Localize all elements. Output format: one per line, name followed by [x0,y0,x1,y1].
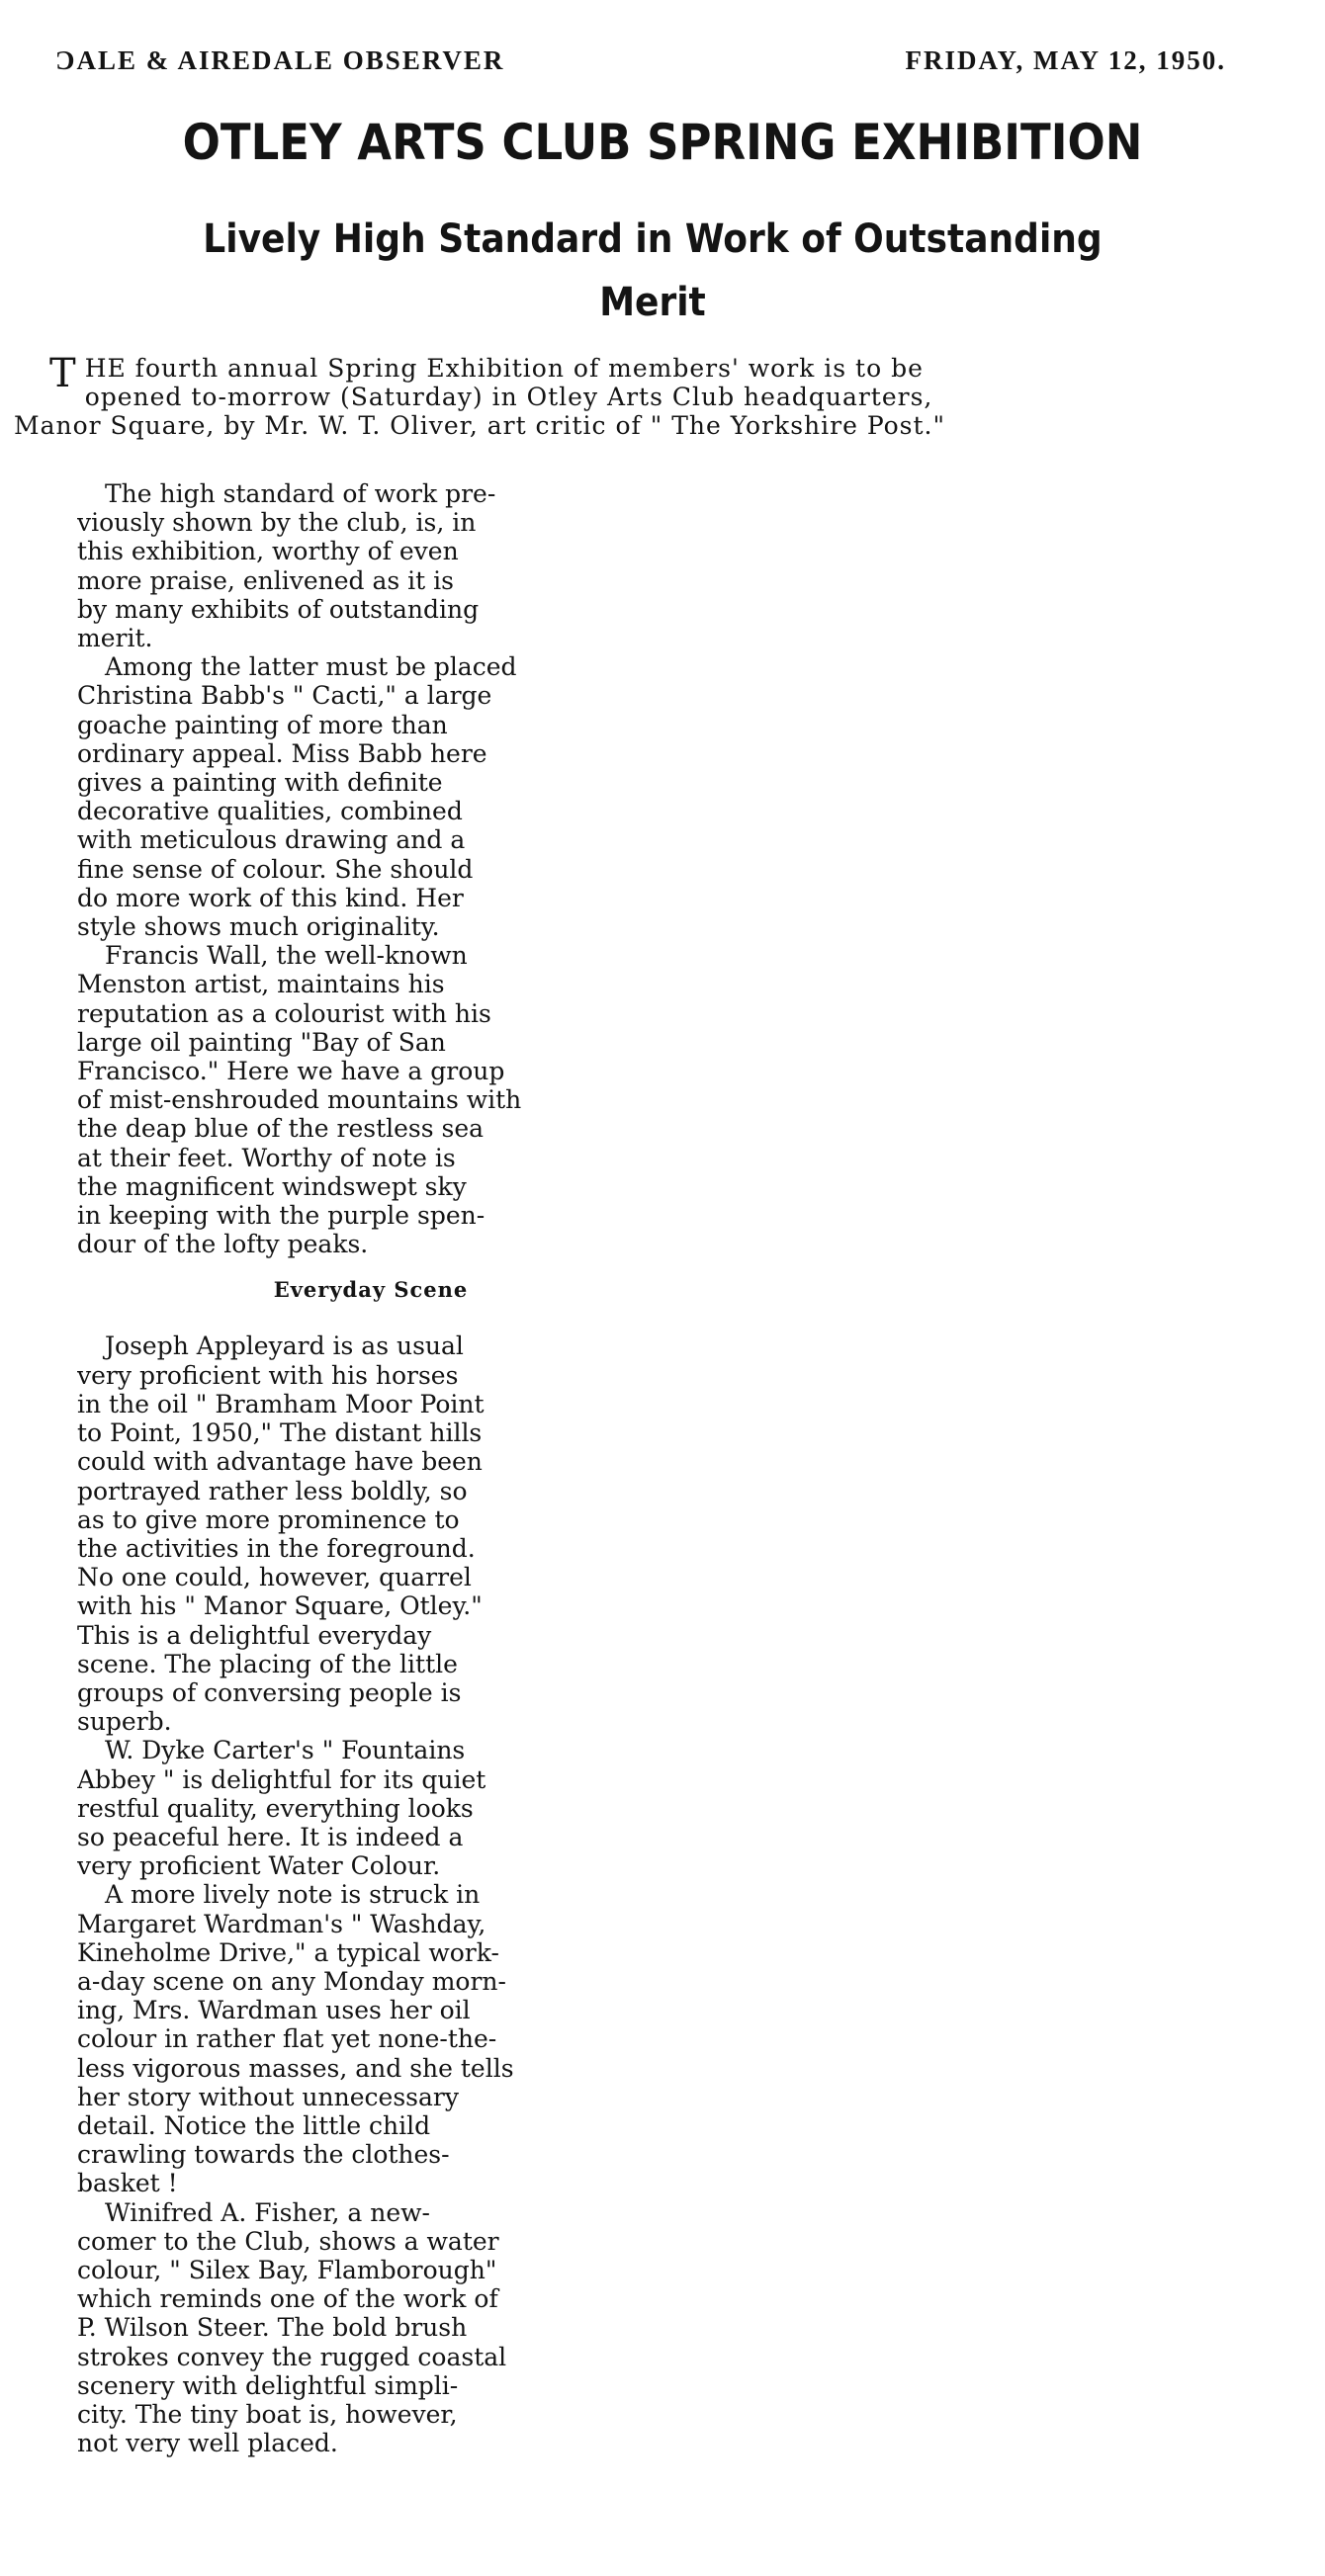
lede-line: Manor Square, by Mr. W. T. Oliver, art critic of " The Yorkshire Post." [14,411,945,440]
text-line: A more lively note is struck in [105,1880,481,1910]
text-line: reputation as a colourist with his [77,998,491,1028]
paragraph [77,941,664,1258]
text-line: crawling towards the clothes- [77,2140,450,2170]
text-line: less vigorous masses, and she tells [77,2053,514,2083]
text-line: ordinary appeal. Miss Babb here [77,738,487,768]
text-line: Kineholme Drive," a typical work- [77,1937,499,1967]
paragraph [77,479,664,652]
text-line: this exhibition, worthy of even [77,537,459,566]
text-line: fine sense of colour. She should [77,854,474,884]
paragraph [77,2198,664,2458]
text-line: restful quality, everything looks [77,1793,474,1823]
text-line: basket ! [77,2169,178,2198]
masthead [55,45,1226,85]
text-line: could with advantage have been [77,1447,483,1477]
text-line: dour of the lofty peaks. [77,1230,369,1259]
subheadline-line-2: Merit [599,280,706,325]
section-subheading: Everyday Scene [273,1277,469,1303]
text-line: Francisco." Here we have a group [77,1057,505,1086]
newspaper-name: ƆALE & AIREDALE OBSERVER [55,45,505,75]
text-line: merit. [77,624,153,653]
text-line: with meticulous drawing and a [77,825,466,855]
headline: OTLEY ARTS CLUB SPRING EXHIBITION [182,114,1143,171]
text-line: her story without unnecessary [77,2082,459,2111]
text-line: Menston artist, maintains his [77,970,445,999]
text-line: very proficient Water Colour. [77,1851,441,1881]
text-line: comer to the Club, shows a water [77,2226,499,2256]
text-line: Abbey " is delightful for its quiet [77,1764,486,1794]
subheadline [119,208,1187,334]
subheadline-line-1: Lively High Standard in Work of Outstanding [203,216,1103,262]
text-line: decorative qualities, combined [77,797,463,826]
text-line: strokes convey the rugged coastal [77,2342,507,2371]
text-line: W. Dyke Carter's " Fountains [105,1736,466,1765]
text-line: style shows much originality. [77,912,440,942]
text-line: of mist-enshrouded mountains with [77,1085,522,1115]
text-line: to Point, 1950," The distant hills [77,1418,483,1448]
text-line: groups of conversing people is [77,1677,462,1707]
text-line: by many exhibits of outstanding [77,594,480,624]
text-line: a-day scene on any Monday morn- [77,1966,506,1996]
text-line: scenery with delightful simpli- [77,2370,459,2400]
text-line: which reminds one of the work of [77,2284,498,2314]
text-line: portrayed rather less boldly, so [77,1476,468,1505]
text-line: ing, Mrs. Wardman uses her oil [77,1996,471,2025]
text-line: viously shown by the club, is, in [77,508,477,538]
text-line: superb. [77,1707,172,1737]
text-line: with his " Manor Square, Otley." [77,1591,483,1621]
text-line: in the oil " Bramham Moor Point [77,1389,485,1418]
paragraph [77,1736,664,1880]
text-line: Among the latter must be placed [105,652,517,682]
text-line: as to give more prominence to [77,1504,460,1534]
text-line: in keeping with the purple spen- [77,1201,486,1231]
paragraph [77,1331,664,1736]
text-line: the deap blue of the restless sea [77,1114,485,1144]
text-line: large oil painting "Bay of San [77,1027,446,1057]
lede-paragraph [14,351,1276,440]
text-line: colour, " Silex Bay, Flamborough" [77,2255,497,2284]
drop-cap: T [49,351,77,396]
text-line: more praise, enlivened as it is [77,565,454,595]
text-line: Francis Wall, the well-known [105,941,468,971]
text-line: No one could, however, quarrel [77,1563,472,1592]
text-line: Christina Babb's " Cacti," a large [77,681,492,711]
paragraph [77,652,664,941]
text-line: goache painting of more than [77,710,448,739]
lede-line: HE fourth annual Spring Exhibition of members' work is to be [84,354,924,383]
text-line: Joseph Appleyard is as usual [105,1331,464,1361]
text-line: P. Wilson Steer. The bold brush [77,2313,468,2343]
text-line: not very well placed. [77,2429,338,2458]
text-line: do more work of this kind. Her [77,883,464,912]
text-line: at their feet. Worthy of note is [77,1143,456,1172]
text-line: gives a painting with definite [77,768,443,798]
text-line: This is a delightful everyday [77,1620,432,1650]
text-line: detail. Notice the little child [77,2110,431,2140]
text-line: scene. The placing of the little [77,1649,458,1678]
text-line: city. The tiny boat is, however, [77,2400,458,2429]
lede-line: opened to-morrow (Saturday) in Otley Arts Club headquarters, [84,383,933,411]
text-line: Winifred A. Fisher, a new- [105,2197,431,2227]
article-body [77,479,664,2457]
text-line: so peaceful here. It is indeed a [77,1822,464,1851]
issue-date: FRIDAY, MAY 12, 1950. [905,45,1226,75]
text-line: Margaret Wardman's " Washday, [77,1909,486,1938]
text-line: The high standard of work pre- [105,479,496,508]
paragraph [77,1880,664,2197]
text-line: the activities in the foreground. [77,1533,476,1563]
text-line: colour in rather flat yet none-the- [77,2024,497,2054]
text-line: very proficient with his horses [77,1360,459,1390]
text-line: the magnificent windswept sky [77,1171,467,1201]
